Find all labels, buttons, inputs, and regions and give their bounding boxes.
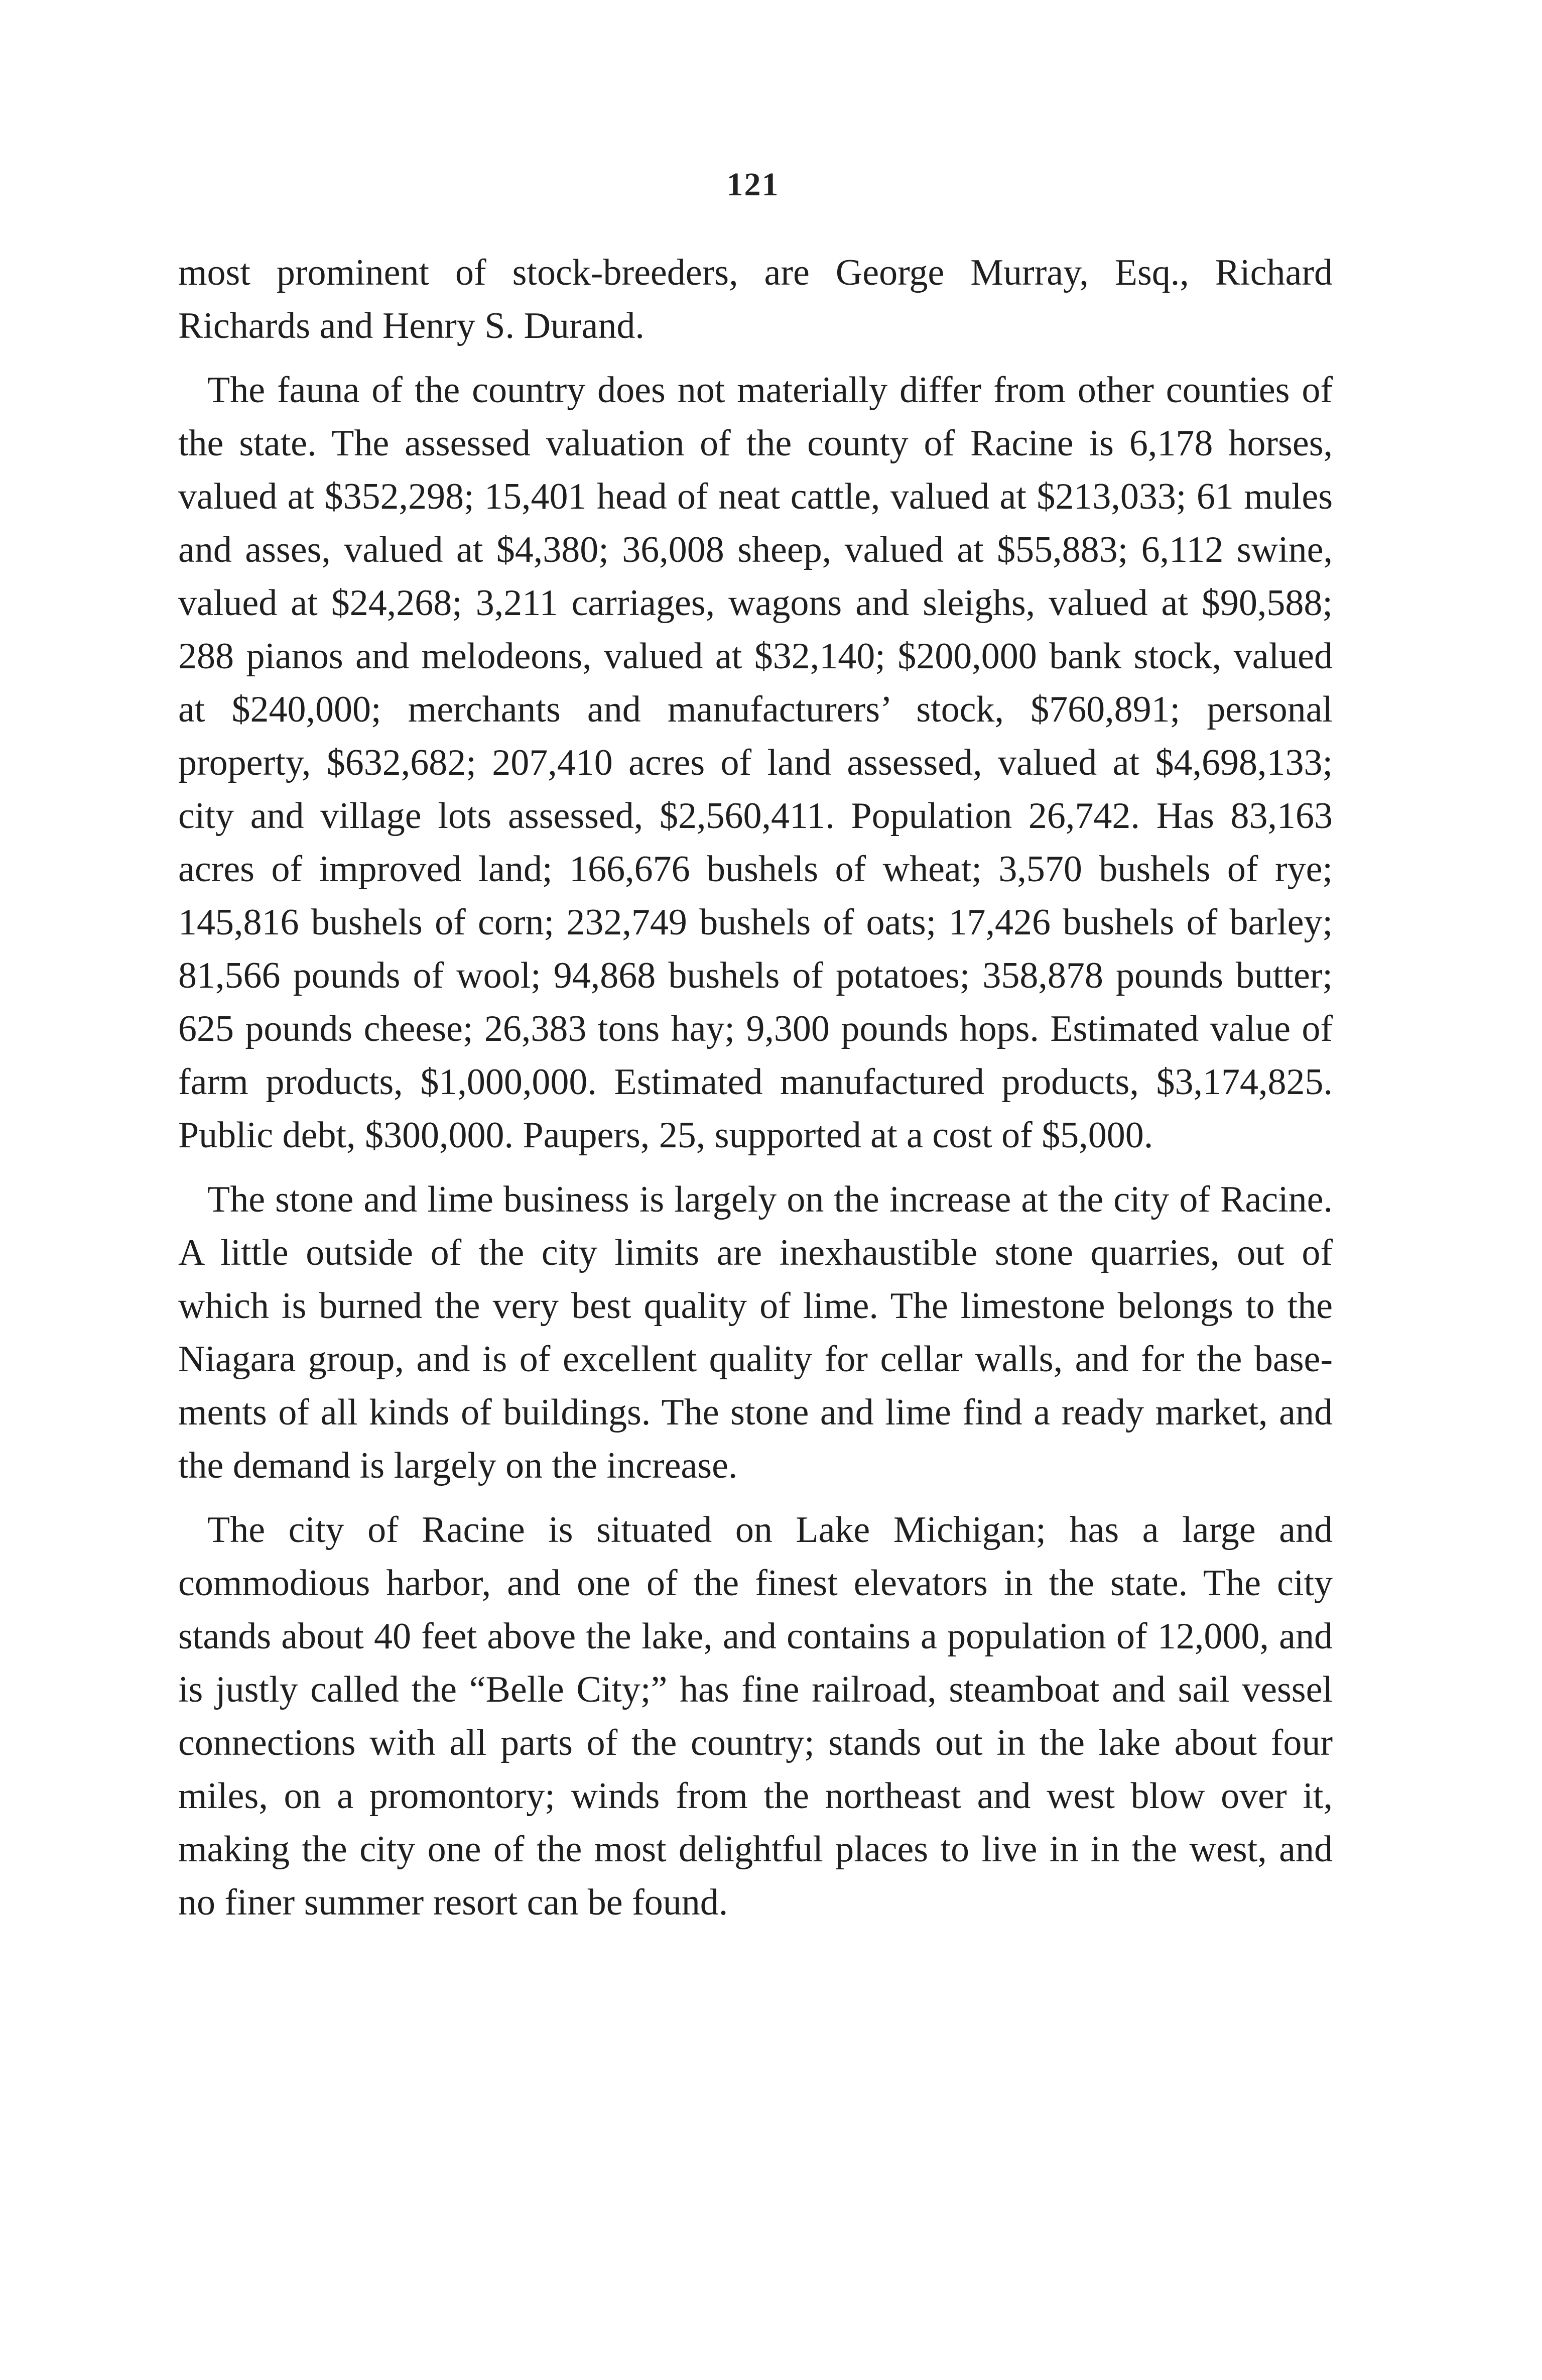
paragraph-fauna-valuation: The fauna of the country does not materially differ from other counties of the state. The assessed valuation of the county of Racine is 6,178 horses, valued at $352,298; 15,401 head of neat cattle, valued at $213,033; 61 mules and asses, valued at $4,380; 36,008 sheep, valued at $55,883; 6,112 swine, valued at $24,268; 3,211 carriages, wagons and sleighs, valued at $90,588; 288 pianos and melodeons, valued at $32,140; $200,000 bank stock, valued at $240,000; merchants and manufacturers’ stock, $760,891; personal property, $632,682; 207,410 acres of land assessed, valued at $4,698,133; city and village lots assessed, $2,560,411. Population 26,742. Has 83,163 acres of improved land; 166,676 bushels of wheat; 3,570 bushels of rye; 145,816 bushels of corn; 232,749 bushels of oats; 17,426 bushels of barley; 81,566 pounds of wool; 94,868 bushels of potatoes; 358,878 pounds butter; 625 pounds cheese; 26,383 tons hay; 9,300 pounds hops. Estimated value of farm products, $1,000,000. Estimated manufactured products, $3,174,825. Public debt, $300,000. Paupers, 25, supported at a cost of $5,000. [178, 370, 1333, 1156]
page-number: 121 [726, 166, 780, 203]
page-body [178, 246, 1333, 1940]
paragraph-stone-lime: The stone and lime business is largely on the increase at the city of Racine. A little outside of the city limits are inexhaustible stone quarries, out of which is burned the very best quality of lime. The limestone belongs to the Niagara group, and is of excellent quality for cellar walls, and for the basements of all kinds of buildings. The stone and lime find a ready market, and the demand is largely on the increase. [178, 1179, 1333, 1486]
paragraph-stock-breeders: most prominent of stock-breeders, are George Murray, Esq., Richard Richards and Henry S. Durand. [178, 252, 1333, 346]
paragraph-city-of-racine: The city of Racine is situated on Lake Michigan; has a large and commodious harbor, and one of the finest elevators in the state. The city stands about 40 feet above the lake, and contains a population of 12,000, and is justly called the “Belle City;” has fine railroad, steamboat and sail vessel connections with all parts of the country; stands out in the lake about four miles, on a promontory; winds from the northeast and west blow over it, making the city one of the most delightful places to live in in the west, and no finer summer resort can be found. [178, 1509, 1333, 1923]
